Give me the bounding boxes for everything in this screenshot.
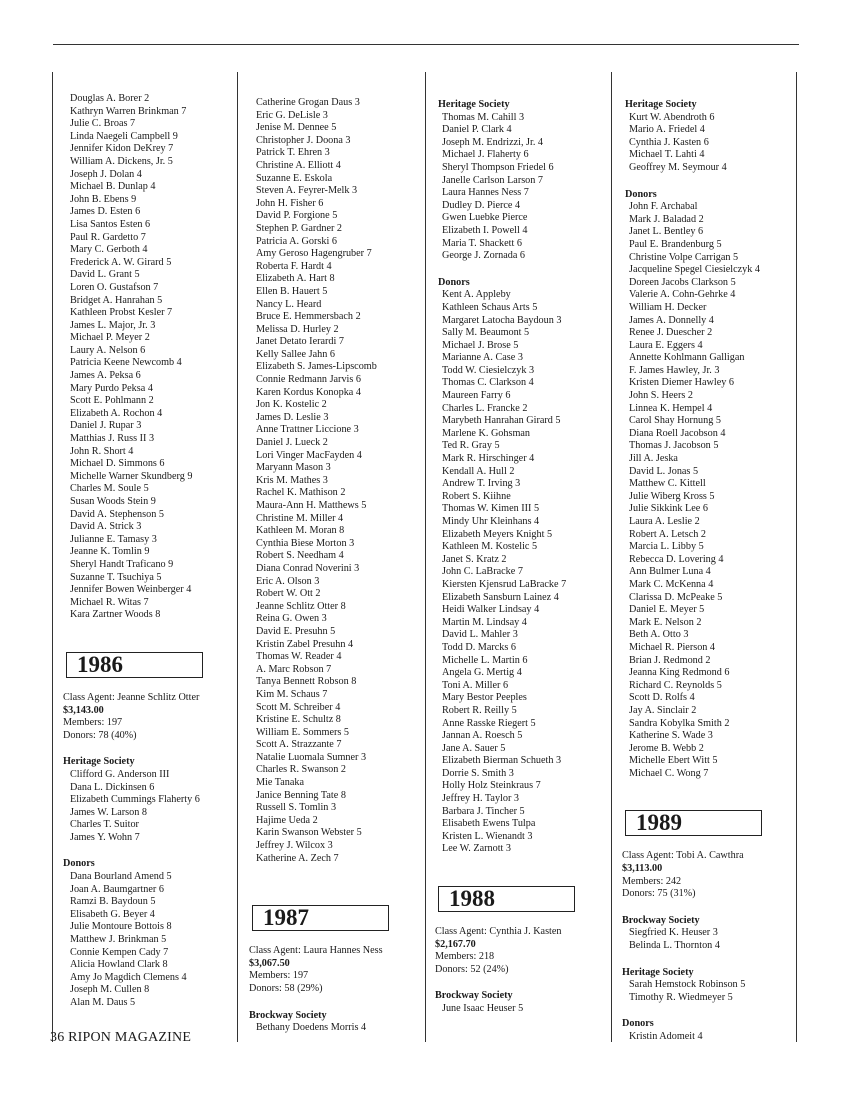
class-total-amount: $3,143.00 [63, 704, 104, 716]
donor-name: Kristine E. Schultz 8 [256, 714, 341, 726]
heritage-list [438, 112, 608, 263]
donor-name: Thomas W. Kimen III 5 [442, 503, 540, 515]
donor-name: Catherine Grogan Daus 3 [256, 97, 360, 108]
donor-name: Amy Jo Magdich Clemens 4 [70, 971, 187, 983]
donor-name: Michelle Ebert Witt 5 [629, 755, 718, 767]
donor-name: Connie Redmann Jarvis 6 [256, 374, 361, 386]
donor-name: Janice Benning Tate 8 [256, 789, 346, 801]
brockway-list [252, 1022, 422, 1035]
donor-name: Laura A. Leslie 2 [629, 516, 700, 527]
donor-name: Stephen P. Gardner 2 [256, 222, 343, 234]
donor-name: John B. Ebens 9 [70, 193, 137, 205]
section-heading-donors: Donors [63, 858, 95, 870]
donor-name: Alan M. Daus 5 [70, 997, 136, 1008]
donor-name: Anne Trattner Liccione 3 [256, 424, 359, 436]
section-heading-donors: Donors [622, 1018, 654, 1030]
donor-name: Julie Montoure Bottois 8 [70, 921, 172, 933]
donor-name: Julie Sikkink Lee 6 [629, 503, 708, 515]
donor-name: Kristin Zabel Presuhn 4 [256, 638, 354, 650]
column-1 [63, 93, 236, 1010]
class-total-amount: $3,113.00 [622, 863, 663, 875]
column-divider [796, 72, 797, 1042]
donor-name: Maryann Mason 3 [256, 462, 331, 474]
class-members: Members: 218 [435, 951, 495, 963]
donor-name: Connie Kempen Cady 7 [70, 946, 169, 958]
donor-name: Patricia Keene Newcomb 4 [70, 357, 182, 369]
brockway-list [438, 1003, 608, 1016]
donor-name: Gwen Luebke Pierce [442, 212, 528, 224]
donor-name: Kris M. Mathes 3 [256, 474, 328, 486]
donor-name: Marianne A. Case 3 [442, 352, 523, 364]
donor-name: Laury A. Nelson 6 [70, 344, 146, 356]
donor-name: Matthew C. Kittell [629, 478, 706, 490]
donor-name: Diana Conrad Noverini 3 [256, 562, 360, 574]
column-3 [435, 97, 608, 1016]
donor-name: Charles L. Francke 2 [442, 402, 528, 414]
donor-name: Bethany Doedens Morris 4 [256, 1022, 367, 1034]
donor-name: Michael D. Simmons 6 [70, 458, 165, 470]
donor-name: Michelle Warner Skundberg 9 [70, 470, 193, 482]
donor-name: Annette Kohlmann Galligan [629, 352, 745, 364]
donor-name: David P. Forgione 5 [256, 210, 338, 222]
donor-name: Sarah Hemstock Robinson 5 [629, 979, 746, 991]
donor-name: Ramzi B. Baydoun 5 [70, 896, 156, 908]
donor-name: Mary Purdo Peksa 4 [70, 382, 153, 394]
class-year-heading: 1988 [438, 886, 575, 912]
donor-name: Joseph M. Cullen 8 [70, 984, 150, 996]
donor-name: Susan Woods Stein 9 [70, 496, 156, 507]
donor-name: David A. Stephenson 5 [70, 508, 164, 520]
section-heading-heritage: Heritage Society [625, 99, 697, 110]
donor-name: Dorrie S. Smith 3 [442, 767, 514, 779]
top-rule [53, 44, 799, 45]
class-total-amount: $3,067.50 [249, 957, 290, 969]
donor-name: Kristen L. Wienandt 3 [442, 830, 533, 842]
section-heading-brockway: Brockway Society [249, 1009, 327, 1021]
donor-name: Mindy Uhr Kleinhans 4 [442, 516, 540, 527]
class-year-heading: 1986 [66, 652, 203, 678]
donor-name: Scott D. Rolfs 4 [629, 692, 695, 704]
donor-name: Natalie Luomala Sumner 3 [256, 751, 367, 763]
donor-name: John S. Heers 2 [629, 390, 693, 402]
donor-name: Laura Hannes Ness 7 [442, 187, 529, 199]
donor-name: James A. Peksa 6 [70, 370, 141, 382]
column-divider [52, 72, 53, 1042]
donor-name: Robert S. Kiihne [442, 490, 511, 502]
donor-name: Mie Tanaka [256, 777, 305, 789]
donor-name: Kristin Adomeit 4 [629, 1031, 703, 1042]
donor-name: James A. Donnelly 4 [629, 314, 714, 326]
donor-name: Christopher J. Doona 3 [256, 134, 351, 146]
donor-name: Christine M. Miller 4 [256, 512, 344, 524]
donor-name: Kelly Sallee Jahn 6 [256, 348, 335, 360]
donor-name: Cynthia Biese Morton 3 [256, 537, 355, 549]
donor-name: Elisabeth G. Beyer 4 [70, 908, 155, 920]
donor-name: Marcia L. Libby 5 [629, 541, 704, 553]
donor-name: Robert R. Reilly 5 [442, 704, 517, 716]
donor-name: Marlene K. Gohsman [442, 427, 530, 439]
donor-name: Clifford G. Anderson III [70, 768, 170, 780]
donor-name: Barbara J. Tincher 5 [442, 805, 525, 817]
donor-name: Jeffrey J. Wilcox 3 [256, 840, 333, 852]
donor-name: Jill A. Jeska [629, 453, 678, 465]
class-donors-count: Donors: 75 (31%) [622, 888, 696, 900]
donor-name: Renee J. Duescher 2 [629, 327, 713, 339]
donor-name: Ellen B. Hauert 5 [256, 285, 328, 297]
donor-name: Michael J. Brose 5 [442, 339, 519, 351]
donor-name: Janet Detato Ierardi 7 [256, 336, 344, 348]
donor-name: Thomas J. Jacobson 5 [629, 440, 719, 452]
donor-list [625, 1031, 795, 1044]
section-heading-donors: Donors [438, 276, 470, 288]
donor-name: June Isaac Heuser 5 [442, 1003, 524, 1014]
donor-name: Mark J. Baladad 2 [629, 213, 704, 225]
donor-name: Angela G. Mertig 4 [442, 667, 522, 679]
donor-name: David L. Grant 5 [70, 269, 140, 281]
donor-name: William A. Dickens, Jr. 5 [70, 155, 173, 167]
donor-name: Jannan A. Roesch 5 [442, 730, 523, 742]
class-donors-count: Donors: 78 (40%) [63, 729, 137, 741]
donor-name: Michael P. Meyer 2 [70, 332, 150, 344]
donor-name: Linnea K. Hempel 4 [629, 402, 713, 414]
donor-name: Valerie A. Cohn-Gehrke 4 [629, 289, 736, 301]
donor-name: Karin Swanson Webster 5 [256, 827, 362, 839]
donor-name: Kathleen Probst Kesler 7 [70, 307, 173, 319]
donor-name: Clarissa D. McPeake 5 [629, 591, 723, 603]
class-agent: Class Agent: Laura Hannes Ness [249, 945, 383, 957]
donor-name: Ted R. Gray 5 [442, 440, 500, 452]
donor-name: Mary C. Gerboth 4 [70, 244, 148, 256]
donor-name: Jacqueline Spegel Ciesielczyk 4 [629, 264, 760, 276]
donor-name: Steven A. Feyrer-Melk 3 [256, 185, 358, 197]
donor-name: Elizabeth I. Powell 4 [442, 224, 528, 236]
donor-name: Thomas C. Clarkson 4 [442, 377, 534, 389]
donor-name: Margaret Latocha Baydoun 3 [442, 314, 562, 326]
class-members: Members: 197 [63, 717, 123, 729]
donor-name: Mark C. McKenna 4 [629, 578, 714, 590]
donor-name: Suzanne E. Eskola [256, 172, 333, 184]
donor-name: David A. Strick 3 [70, 521, 142, 533]
donor-name: Lori Vinger MacFayden 4 [256, 449, 362, 461]
donor-name: Katherine S. Wade 3 [629, 730, 713, 742]
donor-name: Sheryl Thompson Friedel 6 [442, 161, 554, 173]
donor-name: Laura E. Eggers 4 [629, 339, 703, 351]
donor-list [66, 93, 236, 622]
donor-name: Joan A. Baumgartner 6 [70, 883, 164, 895]
donor-name: Daniel J. Rupar 3 [70, 420, 142, 432]
donor-name: Elizabeth Sansburn Lainez 4 [442, 591, 559, 603]
donor-name: James D. Esten 6 [70, 206, 141, 218]
donor-name: Elizabeth Cummings Flaherty 6 [70, 794, 200, 806]
donor-name: Dudley D. Pierce 4 [442, 199, 521, 211]
donor-name: Daniel J. Lueck 2 [256, 437, 328, 449]
donor-name: Jenise M. Dennee 5 [256, 122, 337, 134]
donor-name: Thomas M. Cahill 3 [442, 111, 525, 123]
donor-name: Karen Kordus Konopka 4 [256, 386, 361, 398]
donor-name: Carol Shay Hornung 5 [629, 415, 721, 427]
donor-name: Janelle Carlson Larson 7 [442, 174, 543, 186]
donor-name: Julie Wiberg Kross 5 [629, 490, 715, 502]
donor-name: Daniel P. Clark 4 [442, 124, 512, 136]
class-donors-count: Donors: 58 (29%) [249, 983, 323, 994]
class-agent: Class Agent: Cynthia J. Kasten [435, 926, 562, 938]
column-4 [622, 97, 795, 1044]
donor-name: Siegfried K. Heuser 3 [629, 927, 718, 939]
heritage-list [66, 769, 236, 845]
donor-name: John R. Short 4 [70, 445, 134, 457]
donor-name: Dana L. Dickinsen 6 [70, 781, 155, 793]
donor-name: Jerome B. Webb 2 [629, 742, 704, 754]
donor-name: John H. Fisher 6 [256, 197, 324, 209]
class-agent: Class Agent: Jeanne Schlitz Otter [63, 691, 200, 703]
donor-name: A. Marc Robson 7 [256, 663, 332, 675]
donor-list [438, 289, 608, 856]
column-divider [425, 72, 426, 1042]
donor-name: Suzanne T. Tsuchiya 5 [70, 571, 162, 583]
donor-name: Kathryn Warren Brinkman 7 [70, 105, 187, 117]
donor-name: Michelle L. Martin 6 [442, 654, 528, 666]
donor-name: Richard C. Reynolds 5 [629, 679, 722, 691]
donor-name: Frederick A. W. Girard 5 [70, 256, 172, 268]
donor-name: Tanya Bennett Robson 8 [256, 676, 357, 688]
donor-name: Patrick T. Ehren 3 [256, 147, 330, 159]
donor-name: Beth A. Otto 3 [629, 629, 689, 641]
donor-name: Todd W. Ciesielczyk 3 [442, 364, 535, 376]
donor-name: Michael B. Dunlap 4 [70, 181, 156, 193]
donor-name: James W. Larson 8 [70, 806, 147, 818]
donor-name: Douglas A. Borer 2 [70, 93, 150, 104]
donor-list [252, 97, 422, 865]
donor-name: Elizabeth A. Rochon 4 [70, 407, 163, 419]
donor-name: Joseph J. Dolan 4 [70, 168, 142, 180]
donor-name: Lee W. Zarnott 3 [442, 843, 512, 855]
donor-name: Joseph M. Endrizzi, Jr. 4 [442, 136, 544, 148]
donor-name: Loren O. Gustafson 7 [70, 281, 159, 293]
donor-name: Robert W. Ott 2 [256, 588, 321, 600]
donor-name: Paul E. Brandenburg 5 [629, 238, 722, 250]
donor-name: Maura-Ann H. Matthews 5 [256, 500, 367, 511]
donor-name: Julianne E. Tamasy 3 [70, 533, 157, 545]
donor-name: Reina G. Owen 3 [256, 613, 327, 625]
donor-name: Matthias J. Russ II 3 [70, 433, 155, 445]
donor-name: Kent A. Appleby [442, 289, 511, 301]
donor-name: Holly Holz Steinkraus 7 [442, 780, 541, 792]
donor-name: Janet L. Bentley 6 [629, 226, 704, 238]
donor-name: Michael J. Flaherty 6 [442, 149, 529, 161]
donor-name: Amy Geroso Hagengruber 7 [256, 248, 372, 260]
donor-name: Heidi Walker Lindsay 4 [442, 604, 540, 616]
donor-name: Thomas W. Reader 4 [256, 651, 342, 663]
donor-name: Sally M. Beaumont 5 [442, 327, 530, 339]
column-divider [237, 72, 238, 1042]
donor-name: David L. Jonas 5 [629, 465, 699, 477]
section-heading-heritage: Heritage Society [622, 966, 694, 978]
donor-name: Kiersten Kjensrud LaBracke 7 [442, 578, 567, 590]
donor-name: Kathleen M. Kostelic 5 [442, 541, 538, 553]
magazine-title: RIPON MAGAZINE [68, 1030, 192, 1045]
section-heading-brockway: Brockway Society [622, 914, 700, 926]
donor-name: David L. Mahler 3 [442, 629, 518, 641]
donor-list [66, 871, 236, 1010]
donor-name: David E. Presuhn 5 [256, 625, 336, 637]
donor-name: Bridget A. Hanrahan 5 [70, 294, 163, 306]
donor-name: Marybeth Hanrahan Girard 5 [442, 415, 561, 427]
donor-name: Elizabeth Bierman Schueth 3 [442, 755, 562, 767]
donor-name: Julie C. Broas 7 [70, 118, 136, 130]
donor-name: Kathleen M. Moran 8 [256, 525, 345, 537]
donor-name: Jay A. Sinclair 2 [629, 704, 697, 716]
donor-name: Jennifer Bowen Weinberger 4 [70, 584, 192, 596]
donor-name: Eric G. DeLisle 3 [256, 109, 328, 121]
donor-name: Jeffrey H. Taylor 3 [442, 793, 519, 805]
donor-name: Scott A. Strazzante 7 [256, 739, 342, 751]
donor-name: Diana Roell Jacobson 4 [629, 427, 726, 439]
donor-name: Brian J. Redmond 2 [629, 654, 711, 666]
donor-name: Rachel K. Mathison 2 [256, 487, 346, 499]
class-total-amount: $2,167.70 [435, 938, 476, 950]
donor-name: Dana Bourland Amend 5 [70, 871, 172, 883]
donor-name: Cynthia J. Kasten 6 [629, 136, 709, 148]
donor-name: Charles T. Suitor [70, 819, 139, 831]
donor-name: Bruce E. Hemmersbach 2 [256, 311, 361, 323]
heritage-list [625, 979, 795, 1004]
donor-name: Mary Bestor Peeples [442, 692, 527, 704]
donor-name: Todd D. Marcks 6 [442, 641, 516, 653]
donor-name: Jane A. Sauer 5 [442, 742, 506, 754]
donor-name: Jeanna King Redmond 6 [629, 667, 730, 679]
heritage-list [625, 112, 795, 175]
donor-name: Kathleen Schaus Arts 5 [442, 301, 538, 313]
donor-list [625, 201, 795, 780]
donor-name: Kendall A. Hull 2 [442, 465, 515, 477]
donor-name: Hajime Ueda 2 [256, 814, 318, 826]
donor-name: Toni A. Miller 6 [442, 679, 509, 691]
column-2 [249, 97, 422, 1035]
page-footer [50, 1030, 191, 1046]
page-number: 36 [50, 1030, 65, 1045]
donor-name: John C. LaBracke 7 [442, 566, 523, 578]
donor-name: Robert A. Letsch 2 [629, 528, 706, 540]
donor-name: Jeanne Schlitz Otter 8 [256, 600, 346, 612]
donor-name: Mark E. Nelson 2 [629, 616, 702, 628]
donor-name: Ann Bulmer Luna 4 [629, 566, 711, 578]
column-divider [611, 72, 612, 1042]
donor-name: Jeanne K. Tomlin 9 [70, 546, 150, 558]
donor-name: John F. Archabal [629, 201, 698, 213]
donor-name: Elizabeth Meyers Knight 5 [442, 528, 553, 540]
brockway-list [625, 927, 795, 952]
class-members: Members: 242 [622, 875, 682, 887]
donor-name: Michael C. Wong 7 [629, 767, 709, 779]
donor-name: Melissa D. Hurley 2 [256, 323, 339, 335]
donor-name: William E. Sommers 5 [256, 726, 349, 738]
donor-name: Katherine A. Zech 7 [256, 852, 339, 864]
donor-name: Patricia A. Gorski 6 [256, 235, 337, 247]
donor-name: Maria T. Shackett 6 [442, 237, 522, 249]
section-heading-heritage: Heritage Society [63, 756, 135, 768]
donor-name: Jennifer Kidon DeKrey 7 [70, 143, 174, 155]
donor-name: Christine A. Elliott 4 [256, 159, 341, 171]
class-agent: Class Agent: Tobi A. Cawthra [622, 850, 744, 862]
donor-name: Charles R. Swanson 2 [256, 764, 346, 776]
donor-name: Anne Rasske Riegert 5 [442, 717, 536, 729]
donor-name: Sandra Kobylka Smith 2 [629, 717, 730, 729]
donor-name: Jon K. Kostelic 2 [256, 399, 327, 411]
donor-name: Elizabeth A. Hart 8 [256, 273, 335, 285]
donor-name: Scott M. Schreiber 4 [256, 701, 341, 713]
donor-name: Lisa Santos Esten 6 [70, 218, 151, 230]
donor-name: Matthew J. Brinkman 5 [70, 934, 167, 946]
donor-name: Janet S. Kratz 2 [442, 553, 507, 565]
donor-name: James D. Leslie 3 [256, 411, 329, 423]
donor-name: Michael R. Witas 7 [70, 596, 149, 608]
donor-name: Robert S. Needham 4 [256, 550, 344, 562]
donor-name: Scott E. Pohlmann 2 [70, 395, 154, 407]
class-year-heading: 1987 [252, 905, 389, 931]
class-members: Members: 197 [249, 970, 309, 982]
donor-name: Kurt W. Abendroth 6 [629, 111, 715, 123]
donor-name: James L. Major, Jr. 3 [70, 319, 156, 331]
donor-name: Kristen Diemer Hawley 6 [629, 377, 734, 389]
donor-name: Christine Volpe Carrigan 5 [629, 251, 739, 263]
section-heading-heritage: Heritage Society [438, 99, 510, 110]
donor-name: George J. Zornada 6 [442, 250, 525, 262]
donor-name: Roberta F. Hardt 4 [256, 260, 332, 272]
donor-name: Eric A. Olson 3 [256, 575, 320, 587]
donor-name: Timothy R. Wiedmeyer 5 [629, 991, 733, 1003]
donor-name: Daniel E. Meyer 5 [629, 604, 705, 616]
donor-name: Sheryl Handt Traficano 9 [70, 558, 174, 570]
donor-name: Martin M. Lindsay 4 [442, 616, 527, 628]
donor-name: Charles M. Soule 5 [70, 483, 149, 495]
class-donors-count: Donors: 52 (24%) [435, 963, 509, 975]
donor-name: Elizabeth S. James-Lipscomb [256, 361, 377, 373]
donor-name: Geoffrey M. Seymour 4 [629, 161, 727, 173]
donor-name: Kara Zartner Woods 8 [70, 609, 161, 621]
donor-name: Michael T. Lahti 4 [629, 149, 705, 161]
donor-name: Russell S. Tomlin 3 [256, 802, 337, 814]
donor-name: Doreen Jacobs Clarkson 5 [629, 276, 736, 288]
donor-name: Michael R. Pierson 4 [629, 641, 716, 653]
donor-name: Kim M. Schaus 7 [256, 688, 328, 700]
section-heading-brockway: Brockway Society [435, 990, 513, 1002]
donor-name: Maureen Farry 6 [442, 390, 511, 402]
class-year-heading: 1989 [625, 810, 762, 836]
donor-name: Rebecca D. Lovering 4 [629, 553, 724, 565]
donor-name: Alicia Howland Clark 8 [70, 959, 168, 971]
donor-name: Belinda L. Thornton 4 [629, 940, 720, 952]
donor-name: Nancy L. Heard [256, 298, 322, 310]
section-heading-donors: Donors [625, 188, 657, 200]
donor-name: F. James Hawley, Jr. 3 [629, 364, 720, 376]
donor-name: James Y. Wohn 7 [70, 831, 140, 843]
donor-name: Paul R. Gardetto 7 [70, 231, 146, 243]
donor-name: Elisabeth Ewens Tulpa [442, 818, 536, 830]
donor-name: Andrew T. Irving 3 [442, 478, 521, 490]
donor-name: Mark R. Hirschinger 4 [442, 453, 535, 465]
donor-name: Mario A. Friedel 4 [629, 124, 705, 136]
donor-name: Linda Naegeli Campbell 9 [70, 130, 178, 142]
donor-name: William H. Decker [629, 301, 707, 313]
